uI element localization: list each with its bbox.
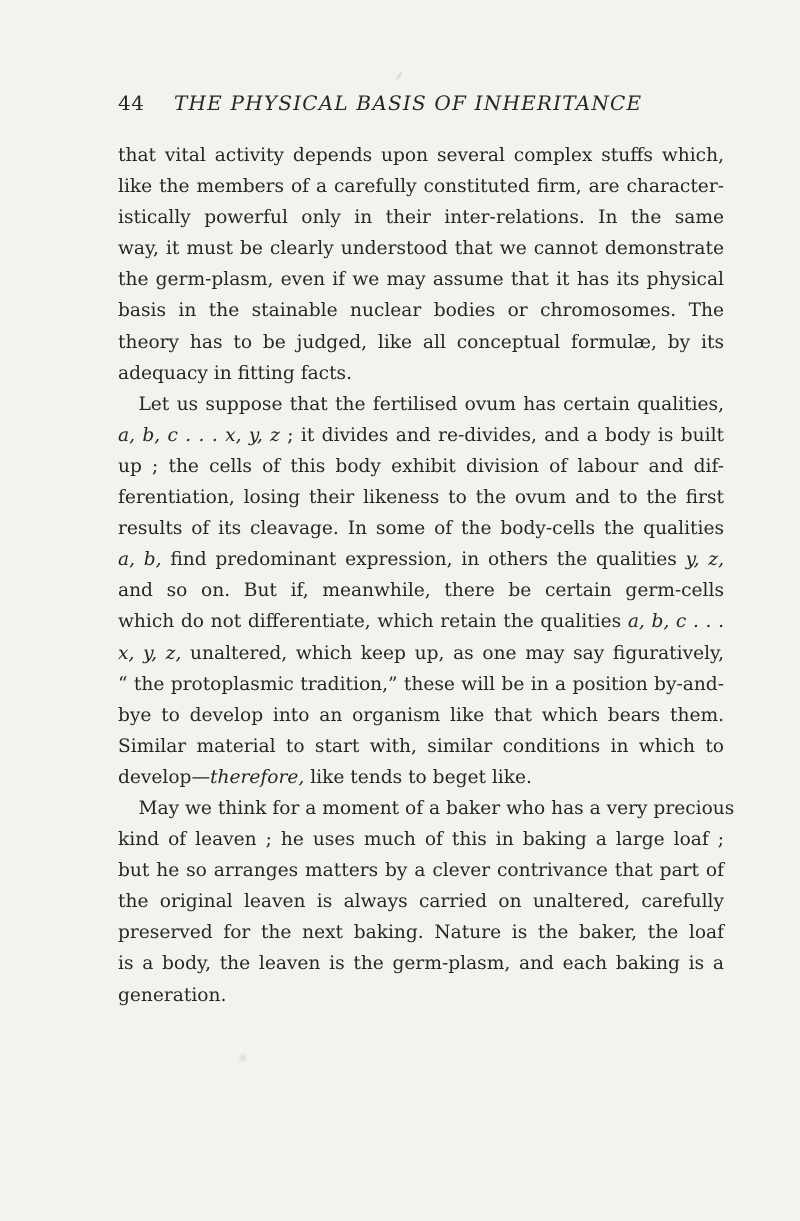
- page-smudge: [238, 1052, 248, 1064]
- text-run: but he so arranges matters by a clever contrivance that part of: [118, 860, 724, 882]
- text-run: the original leaven is always carried on unaltered, carefully: [118, 891, 724, 913]
- text-line: [118, 980, 724, 1011]
- text-run: up ; the cells of this body exhibit division of labour and dif-: [118, 455, 724, 477]
- running-title: THE PHYSICAL BASIS OF INHERITANCE: [174, 91, 643, 115]
- text-line: [118, 295, 724, 326]
- text-line: [118, 451, 724, 482]
- text-run: May we think for a moment of a baker who has a very precious: [138, 797, 735, 819]
- text-run: results of its cleavage. In some of the body-cells the qualities: [118, 518, 724, 540]
- text-run: unaltered, which keep up, as one may say figuratively,: [181, 642, 724, 664]
- text-line: [118, 948, 724, 979]
- text-line: [118, 669, 724, 700]
- text-line: [118, 389, 724, 420]
- text-line: [118, 700, 724, 731]
- text-line: [118, 513, 724, 544]
- text-run: like the members of a carefully constituted firm, are character-: [118, 176, 724, 198]
- text-line: [118, 606, 724, 637]
- text-line: [118, 886, 724, 917]
- text-run: istically powerful only in their inter-relations. In the same: [118, 207, 724, 229]
- paragraph: [118, 140, 724, 389]
- text-line: [118, 358, 724, 389]
- text-run: Let us suppose that the fertilised ovum has certain qualities,: [138, 393, 724, 415]
- text-line: [118, 482, 724, 513]
- text-run: like tends to beget like.: [304, 766, 532, 788]
- paragraph: [118, 389, 724, 793]
- italic-text: y, z,: [685, 549, 724, 571]
- text-run: way, it must be clearly understood that we cannot demonstrate: [118, 238, 724, 260]
- text-line: [118, 855, 724, 886]
- text-run: ferentiation, losing their likeness to the ovum and to the first: [118, 487, 724, 509]
- running-header: [118, 86, 724, 122]
- text-run: generation.: [118, 984, 227, 1006]
- text-line: [118, 544, 724, 575]
- text-line: [118, 824, 724, 855]
- italic-text: a, b, c . . . x, y, z: [118, 424, 280, 446]
- text-line: [118, 140, 724, 171]
- text-line: [118, 420, 724, 451]
- text-line: [118, 793, 735, 824]
- text-line: [118, 327, 724, 358]
- page-number: 44: [118, 91, 145, 115]
- text-line: [118, 762, 724, 793]
- text-line: [118, 264, 724, 295]
- text-run: theory has to be judged, like all conceptual formulæ, by its: [118, 331, 724, 353]
- stray-mark: [396, 72, 402, 80]
- italic-text: a, b, c . . .: [627, 611, 724, 633]
- text-line: [118, 575, 724, 606]
- text-run: preserved for the next baking. Nature is the baker, the loaf: [118, 922, 724, 944]
- paragraph: [118, 793, 735, 1011]
- text-run: the germ-plasm, even if we may assume that it has its physical: [118, 269, 724, 291]
- text-run: develop—: [118, 766, 211, 788]
- italic-text: therefore,: [210, 766, 305, 788]
- text-run: ; it divides and re-divides, and a body is built: [279, 424, 724, 446]
- text-line: [118, 233, 724, 264]
- text-run: Similar material to start with, similar conditions in which to: [118, 735, 724, 757]
- text-run: that vital activity depends upon several complex stuffs which,: [118, 145, 724, 166]
- text-line: [118, 638, 724, 669]
- text-run: and so on. But if, meanwhile, there be certain germ-cells: [118, 580, 724, 602]
- text-run: find predominant expression, in others the qualities: [161, 549, 686, 571]
- text-run: kind of leaven ; he uses much of this in baking a large loaf ;: [118, 829, 724, 851]
- text-line: [118, 917, 724, 948]
- text-run: which do not differentiate, which retain the qualities: [118, 611, 628, 633]
- italic-text: x, y, z,: [118, 642, 182, 664]
- text-line: [118, 731, 724, 762]
- text-run: bye to develop into an organism like that which bears them.: [118, 704, 724, 726]
- body-text: [118, 140, 735, 1011]
- text-run: “ the protoplasmic tradition,” these will be in a position by-and-: [118, 673, 724, 695]
- text-run: adequacy in fitting facts.: [118, 362, 353, 384]
- text-line: [118, 202, 724, 233]
- text-line: [118, 171, 724, 202]
- text-run: is a body, the leaven is the germ-plasm, and each baking is a: [118, 953, 724, 975]
- text-run: basis in the stainable nuclear bodies or chromosomes. The: [118, 300, 724, 322]
- italic-text: a, b,: [118, 549, 162, 571]
- book-page: [118, 86, 735, 1011]
